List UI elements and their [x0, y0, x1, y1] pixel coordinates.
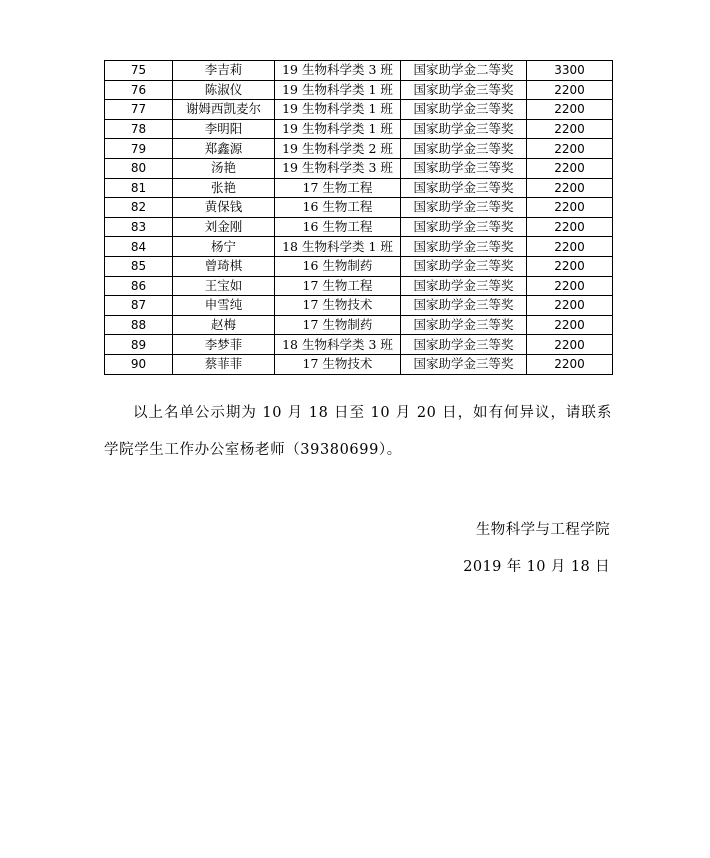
cell-name: 张艳 — [173, 178, 275, 198]
cell-award: 国家助学金三等奖 — [401, 158, 527, 178]
cell-amount: 2200 — [527, 139, 613, 159]
cell-number: 87 — [105, 296, 173, 316]
cell-name: 汤艳 — [173, 158, 275, 178]
cell-amount: 2200 — [527, 119, 613, 139]
cell-amount: 3300 — [527, 61, 613, 81]
table-row — [105, 178, 613, 198]
table-row — [105, 237, 613, 257]
cell-award: 国家助学金三等奖 — [401, 198, 527, 218]
table-row — [105, 276, 613, 296]
cell-award: 国家助学金三等奖 — [401, 119, 527, 139]
cell-award: 国家助学金二等奖 — [401, 61, 527, 81]
cell-award: 国家助学金三等奖 — [401, 100, 527, 120]
cell-award: 国家助学金三等奖 — [401, 139, 527, 159]
cell-name: 黄保钱 — [173, 198, 275, 218]
signature-date: 2019 年 10 月 18 日 — [463, 559, 610, 575]
cell-class: 19 生物科学类 1 班 — [275, 100, 401, 120]
cell-number: 79 — [105, 139, 173, 159]
table-row — [105, 354, 613, 374]
table-body — [105, 61, 613, 375]
cell-amount: 2200 — [527, 158, 613, 178]
cell-amount: 2200 — [527, 80, 613, 100]
cell-amount: 2200 — [527, 276, 613, 296]
cell-class: 17 生物技术 — [275, 354, 401, 374]
cell-award: 国家助学金三等奖 — [401, 217, 527, 237]
cell-award: 国家助学金三等奖 — [401, 354, 527, 374]
award-list-table — [104, 60, 613, 375]
signature-org: 生物科学与工程学院 — [475, 522, 610, 538]
cell-class: 17 生物制药 — [275, 315, 401, 335]
cell-class: 17 生物工程 — [275, 276, 401, 296]
cell-class: 17 生物技术 — [275, 296, 401, 316]
cell-amount: 2200 — [527, 217, 613, 237]
signature-block — [463, 512, 610, 586]
cell-name: 申雪纯 — [173, 296, 275, 316]
cell-amount: 2200 — [527, 198, 613, 218]
cell-amount: 2200 — [527, 354, 613, 374]
cell-number: 86 — [105, 276, 173, 296]
cell-class: 18 生物科学类 1 班 — [275, 237, 401, 257]
cell-award: 国家助学金三等奖 — [401, 296, 527, 316]
table-row — [105, 296, 613, 316]
cell-class: 16 生物制药 — [275, 256, 401, 276]
cell-number: 82 — [105, 198, 173, 218]
cell-award: 国家助学金三等奖 — [401, 256, 527, 276]
cell-name: 陈淑仪 — [173, 80, 275, 100]
cell-class: 19 生物科学类 3 班 — [275, 61, 401, 81]
cell-amount: 2200 — [527, 315, 613, 335]
cell-number: 85 — [105, 256, 173, 276]
cell-name: 杨宁 — [173, 237, 275, 257]
cell-name: 蔡菲菲 — [173, 354, 275, 374]
cell-amount: 2200 — [527, 178, 613, 198]
cell-number: 88 — [105, 315, 173, 335]
cell-amount: 2200 — [527, 296, 613, 316]
table-row — [105, 315, 613, 335]
cell-award: 国家助学金三等奖 — [401, 335, 527, 355]
cell-award: 国家助学金三等奖 — [401, 237, 527, 257]
table-row — [105, 100, 613, 120]
cell-class: 16 生物工程 — [275, 217, 401, 237]
cell-number: 76 — [105, 80, 173, 100]
table-row — [105, 119, 613, 139]
cell-award: 国家助学金三等奖 — [401, 315, 527, 335]
cell-name: 谢姆西凯麦尔 — [173, 100, 275, 120]
cell-award: 国家助学金三等奖 — [401, 80, 527, 100]
table-row — [105, 139, 613, 159]
cell-amount: 2200 — [527, 256, 613, 276]
cell-number: 90 — [105, 354, 173, 374]
cell-number: 83 — [105, 217, 173, 237]
cell-amount: 2200 — [527, 237, 613, 257]
cell-class: 18 生物科学类 3 班 — [275, 335, 401, 355]
table-row — [105, 80, 613, 100]
table-row — [105, 61, 613, 81]
cell-number: 75 — [105, 61, 173, 81]
cell-number: 78 — [105, 119, 173, 139]
table-row — [105, 256, 613, 276]
cell-award: 国家助学金三等奖 — [401, 178, 527, 198]
cell-number: 84 — [105, 237, 173, 257]
cell-number: 77 — [105, 100, 173, 120]
cell-award: 国家助学金三等奖 — [401, 276, 527, 296]
cell-number: 81 — [105, 178, 173, 198]
table-row — [105, 158, 613, 178]
cell-amount: 2200 — [527, 335, 613, 355]
table-row — [105, 335, 613, 355]
notice-paragraph: 以上名单公示期为 10 月 18 日至 10 月 20 日，如有何异议，请联系学院学生工作办公室杨老师（39380699）。 — [104, 405, 612, 458]
cell-number: 89 — [105, 335, 173, 355]
cell-amount: 2200 — [527, 100, 613, 120]
cell-class: 19 生物科学类 1 班 — [275, 80, 401, 100]
cell-name: 郑鑫源 — [173, 139, 275, 159]
cell-name: 李明阳 — [173, 119, 275, 139]
cell-class: 19 生物科学类 3 班 — [275, 158, 401, 178]
cell-class: 16 生物工程 — [275, 198, 401, 218]
cell-name: 王宝如 — [173, 276, 275, 296]
cell-class: 19 生物科学类 2 班 — [275, 139, 401, 159]
cell-number: 80 — [105, 158, 173, 178]
table-row — [105, 217, 613, 237]
cell-name: 曾琦棋 — [173, 256, 275, 276]
cell-name: 李梦菲 — [173, 335, 275, 355]
cell-name: 刘金刚 — [173, 217, 275, 237]
cell-name: 赵梅 — [173, 315, 275, 335]
table-row — [105, 198, 613, 218]
cell-class: 19 生物科学类 1 班 — [275, 119, 401, 139]
cell-class: 17 生物工程 — [275, 178, 401, 198]
cell-name: 李吉莉 — [173, 61, 275, 81]
